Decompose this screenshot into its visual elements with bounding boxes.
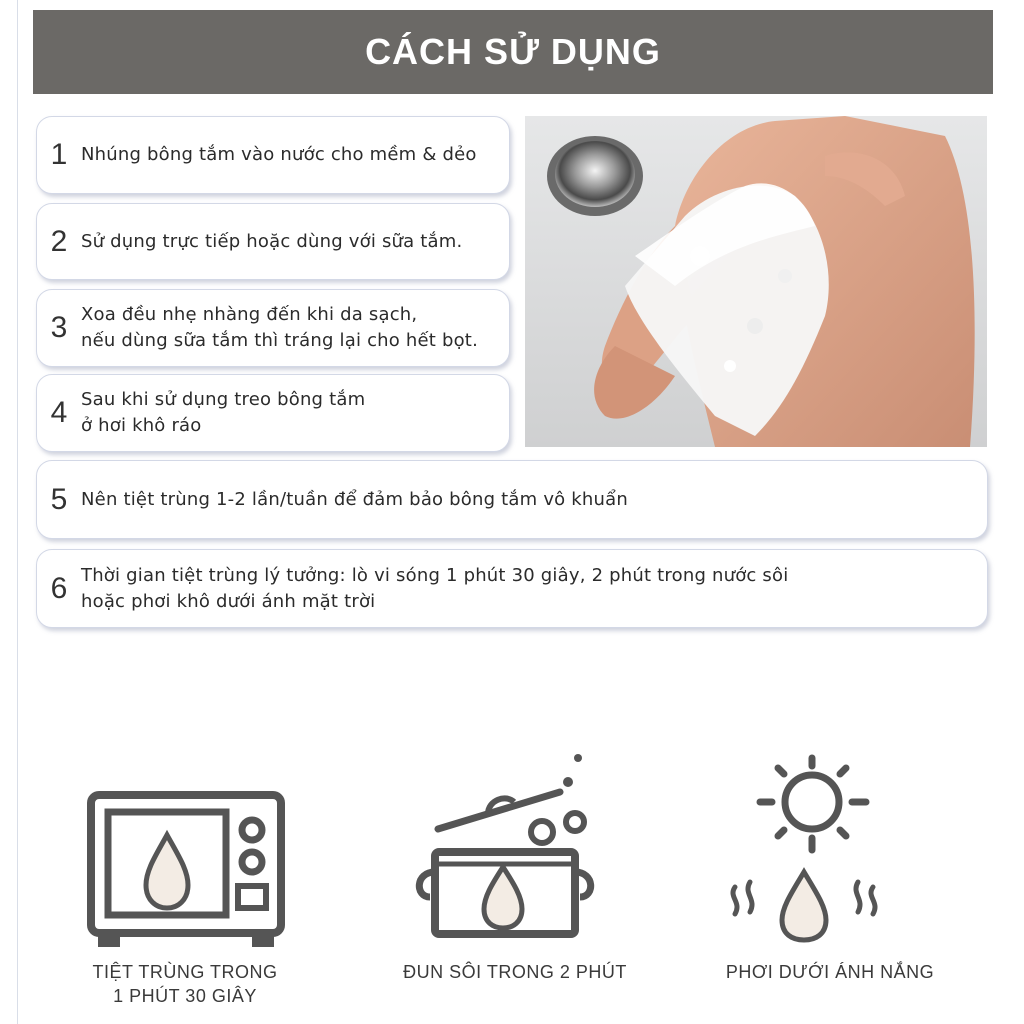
sun-drying-label bbox=[710, 960, 950, 984]
step-line: Thời gian tiệt trùng lý tưởng: lò vi sóng 1 phút 30 giây, 2 phút trong nước sôi bbox=[81, 564, 789, 586]
step-text bbox=[81, 229, 462, 255]
step-text bbox=[81, 563, 788, 615]
hand-foam-photo bbox=[525, 116, 987, 447]
step-card-4 bbox=[36, 374, 510, 452]
step-line: Sử dụng trực tiếp hoặc dùng với sữa tắm. bbox=[81, 230, 463, 252]
sun-drying-method bbox=[720, 752, 890, 944]
step-text bbox=[81, 387, 365, 439]
label-line: TIỆT TRÙNG TRONG bbox=[92, 962, 278, 982]
step-card-6 bbox=[36, 549, 988, 628]
step-text bbox=[81, 487, 628, 513]
step-line: Nhúng bông tắm vào nước cho mềm & dẻo bbox=[81, 144, 477, 165]
step-card-3 bbox=[36, 289, 510, 367]
microwave-icon bbox=[86, 790, 286, 950]
step-number: 2 bbox=[50, 224, 68, 258]
step-number: 4 bbox=[50, 396, 68, 429]
step-number: 5 bbox=[50, 482, 68, 516]
label-line: PHƠI DƯỚI ÁNH NẮNG bbox=[725, 962, 935, 982]
step-line: nếu dùng sữa tắm thì tráng lại cho hết bọt. bbox=[81, 330, 478, 351]
step-card-2 bbox=[36, 203, 510, 280]
step-line: hoặc phơi khô dưới ánh mặt trời bbox=[81, 590, 376, 612]
step-number: 6 bbox=[50, 571, 68, 605]
step-line: ở hơi khô ráo bbox=[81, 415, 202, 436]
step-card-5 bbox=[36, 460, 988, 539]
step-line: Nên tiệt trùng 1-2 lần/tuần để đảm bảo bông tắm vô khuẩn bbox=[81, 488, 628, 510]
step-card-1 bbox=[36, 116, 510, 194]
page-title: CÁCH SỬ DỤNG bbox=[365, 31, 661, 72]
step-text bbox=[81, 142, 477, 168]
boiling-method bbox=[410, 752, 600, 942]
step-line: Xoa đều nhẹ nhàng đến khi da sạch, bbox=[81, 304, 418, 325]
step-text bbox=[81, 302, 478, 354]
label-line: ĐUN SÔI TRONG 2 PHÚT bbox=[403, 962, 627, 982]
step-number: 3 bbox=[50, 311, 68, 344]
microwave-label bbox=[80, 960, 290, 1008]
microwave-method bbox=[86, 790, 286, 950]
boiling-label bbox=[395, 960, 635, 984]
label-line: 1 PHÚT 30 GIÂY bbox=[113, 986, 257, 1006]
step-line: Sau khi sử dụng treo bông tắm bbox=[81, 389, 366, 410]
boiling-pot-icon bbox=[410, 752, 600, 942]
header-banner bbox=[33, 10, 993, 94]
sun-drying-icon bbox=[720, 752, 890, 944]
hand-foam-illustration bbox=[525, 116, 987, 447]
step-number: 1 bbox=[50, 138, 68, 171]
page-left-border bbox=[17, 0, 18, 1024]
